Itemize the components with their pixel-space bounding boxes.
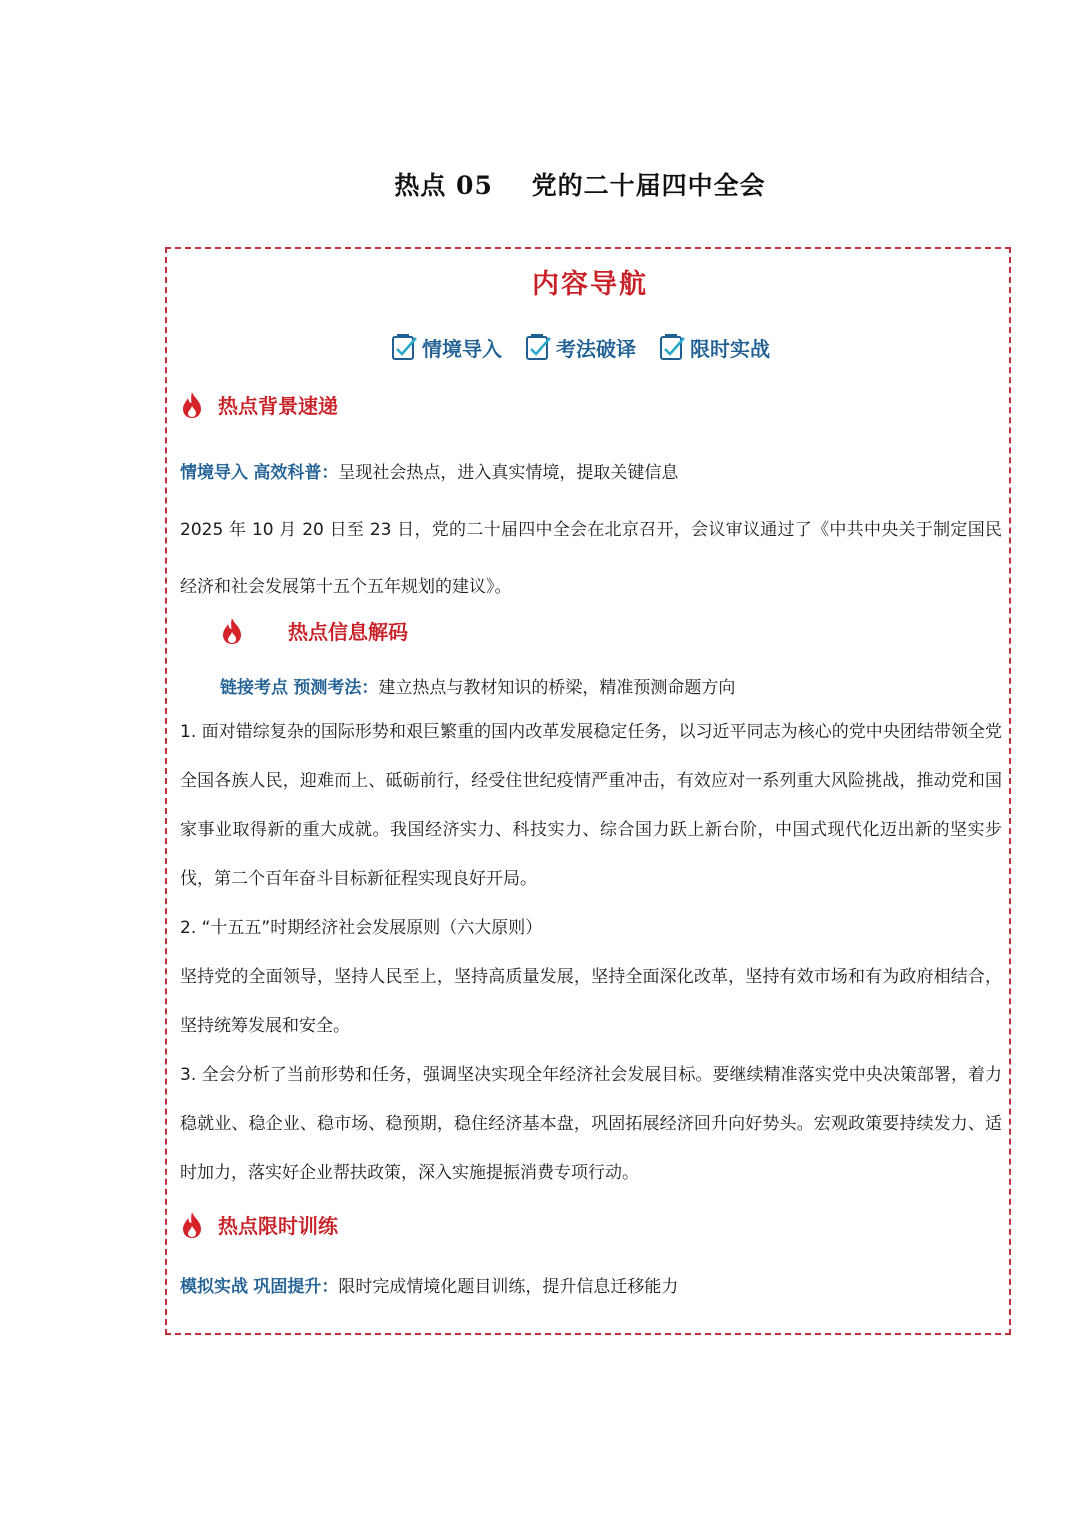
paragraph: 1. 面对错综复杂的国际形势和艰巨繁重的国内改革发展稳定任务，以习近平同志为核心的党中央团结带领全党全国各族人民，迎难而上、砥砺前行，经受住世纪疫情严重冲击，有效应对一系列重大风险挑战，推动党和国家事业取得新的重大成就。我国经济实力、科技实力、综合国力跃上新台阶，中国式现代化迈出新的坚实步伐，第二个百年奋斗目标新征程实现良好开局。: [180, 722, 1002, 889]
nav-item-practice[interactable]: [658, 332, 770, 362]
lead-tag: 情境导入: [180, 463, 248, 483]
lead-description: 限时完成情境化题目训练，提升信息迁移能力: [338, 1277, 679, 1297]
paragraph: 2025 年 10 月 20 日至 23 日，党的二十届四中全会在北京召开，会议审议通过了《中共中央关于制定国民经济和社会发展第十五个五年规划的建议》。: [180, 520, 1002, 597]
checklist-icon: [390, 332, 420, 362]
lead-description: 呈现社会热点，进入真实情境，提取关键信息: [338, 463, 679, 483]
paragraph: 3. 全会分析了当前形势和任务，强调坚决实现全年经济社会发展目标。要继续精准落实党中央决策部署，着力稳就业、稳企业、稳市场、稳预期，稳住经济基本盘，巩固拓展经济回升向好势头。宏观政策要持续发力、适时加力，落实好企业帮扶政策，深入实施提振消费专项行动。: [180, 1065, 1002, 1183]
nav-item-method[interactable]: [524, 332, 636, 362]
section-lead-decode: [220, 673, 735, 698]
lead-tag: 链接考点: [220, 678, 288, 698]
lead-tag: 巩固提升：: [253, 1277, 339, 1297]
paragraph: 坚持党的全面领导，坚持人民至上，坚持高质量发展，坚持全面深化改革，坚持有效市场和有为政府相结合，坚持统筹发展和安全。: [180, 967, 1002, 1036]
flame-icon: [180, 1211, 204, 1239]
nav-links: [390, 332, 770, 362]
section-heading-training: [180, 1210, 338, 1239]
nav-item-label: 情境导入: [422, 336, 502, 361]
section-heading-decode: [220, 616, 408, 645]
flame-icon: [220, 617, 244, 645]
background-text: [180, 502, 1002, 616]
decode-text: [180, 708, 1002, 1198]
checklist-icon: [524, 332, 554, 362]
lead-tag: 预测考法：: [293, 678, 379, 698]
section-heading-background: [180, 390, 338, 419]
content-nav-heading: 内容导航: [532, 269, 648, 300]
section-heading-text: 热点信息解码: [288, 620, 408, 644]
lead-tag: 高效科普：: [253, 463, 339, 483]
section-lead-training: [180, 1272, 678, 1297]
nav-item-label: 考法破译: [556, 336, 636, 361]
nav-item-situation[interactable]: [390, 332, 502, 362]
lead-tag: 模拟实战: [180, 1277, 248, 1297]
section-lead-background: [180, 458, 678, 483]
checklist-icon: [658, 332, 688, 362]
paragraph: 2. “十五五”时期经济社会发展原则（六大原则）: [180, 918, 543, 938]
lead-description: 建立热点与教材知识的桥梁，精准预测命题方向: [378, 678, 736, 698]
flame-icon: [180, 391, 204, 419]
section-heading-text: 热点限时训练: [218, 1214, 338, 1238]
nav-item-label: 限时实战: [690, 336, 770, 361]
section-heading-text: 热点背景速递: [218, 394, 338, 418]
page-title: 热点 05 党的二十届四中全会: [394, 171, 766, 200]
